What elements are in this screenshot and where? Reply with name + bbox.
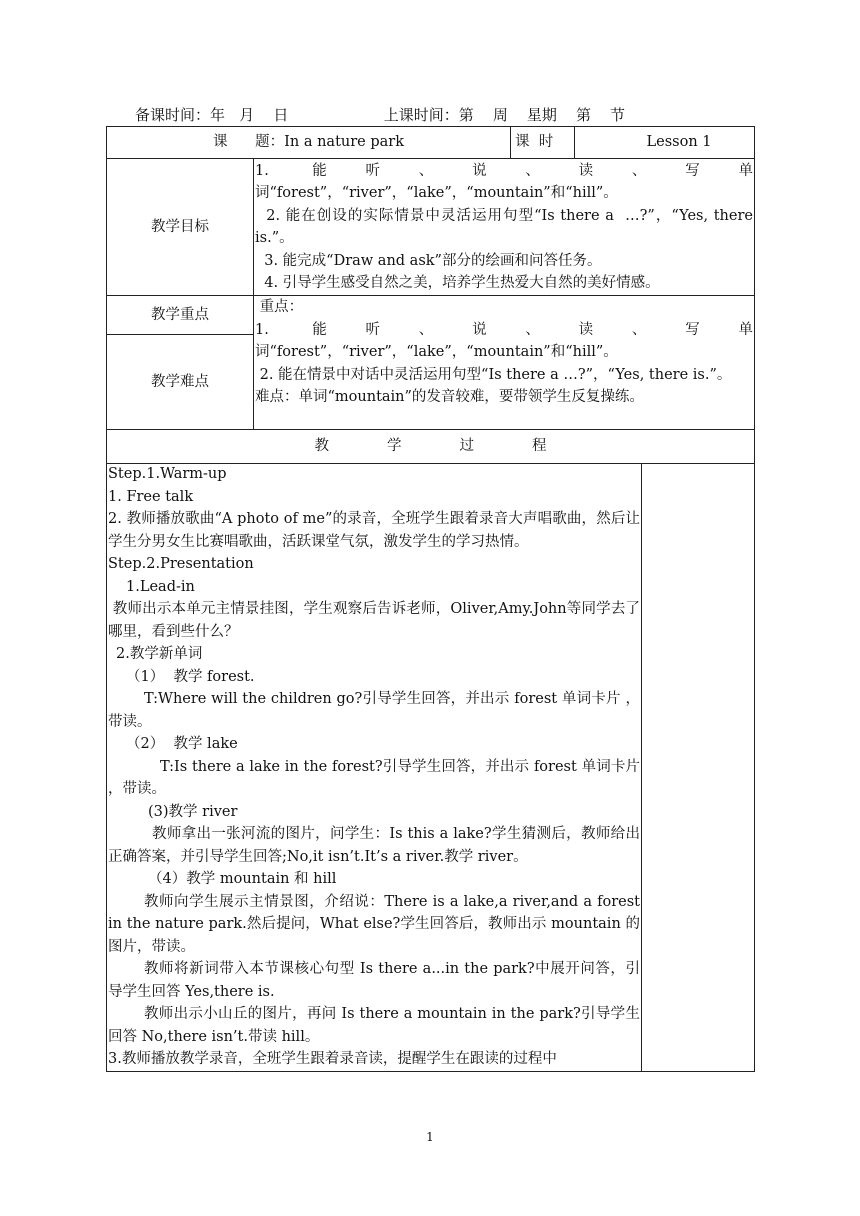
topic-cell: 课 题：In a nature park (107, 127, 511, 159)
process-header: 教学过程 (107, 430, 755, 464)
process-line: 教师出示本单元主情景挂图，学生观察后告诉老师，Oliver,Amy.John等同学去了哪里，看到些什么？ (108, 601, 641, 640)
process-line: Step.2.Presentation (108, 556, 254, 572)
process-line: 教师将新词带入本节课核心句型 Is there a...in the park?中展开问答，引导学生回答 Yes,there is. (108, 961, 640, 1000)
difficult-label: 教学难点 (107, 335, 254, 430)
process-line: 1. Free talk (108, 488, 194, 505)
key-label: 教学重点 (107, 296, 254, 335)
process-line: （4）教学 mountain 和 hill (148, 871, 337, 887)
process-table (106, 463, 755, 1072)
process-line: （1） 教学 forest. (126, 668, 255, 685)
goal-item: 3. 能完成“Draw and ask”部分的绘画和问答任务。 (255, 252, 602, 269)
goal-item: 1. 能听、说、读、写单词“forest”，“river”，“lake”，“mountain”和“hill”。 (255, 162, 753, 201)
key-item: 难点：单词“mountain”的发音较难，要带领学生反复操练。 (255, 389, 644, 405)
key-item: 2. 能在情景中对话中灵活运用句型“Is there a …?”，“Yes, there is.”。 (255, 366, 732, 383)
key-item: 1. 能听、说、读、写单词“forest”，“river”，“lake”，“mountain”和“hill”。 (255, 321, 753, 360)
process-line: 教师拿出一张河流的图片，问学生：Is this a lake?学生猜测后，教师给出正确答案，并引导学生回答;No,it isn’t.It’s a river.教学 river。 (108, 826, 640, 865)
topic-row (107, 127, 755, 159)
process-line: （2） 教学 lake (126, 736, 238, 752)
goal-item: 2. 能在创设的实际情景中灵活运用句型“Is there a …?”，“Yes, there is.”。 (255, 207, 758, 246)
process-line: Step.1.Warm-up (108, 466, 227, 482)
page-number: 1 (426, 1130, 434, 1144)
prep-time: 备课时间：年 月 日 (135, 106, 289, 124)
header-line (135, 104, 625, 125)
goals-content (254, 159, 758, 296)
lesson-plan-table (106, 126, 758, 464)
process-line: T:Is there a lake in the forest?引导学生回答，并出示 forest 单词卡片 ，带读。 (108, 758, 640, 797)
key-item: 重点： (255, 299, 304, 315)
process-line: 2. 教师播放歌曲“A photo of me”的录音，全班学生跟着录音大声唱歌曲，然后让学生分男女生比赛唱歌曲，活跃课堂气氛，激发学生的学习热情。 (108, 511, 640, 550)
goal-item: 4. 引导学生感受自然之美，培养学生热爱大自然的美好情感。 (255, 275, 660, 291)
process-line: 1.Lead-in (126, 578, 195, 595)
process-notes-column (642, 463, 755, 1071)
process-row (107, 463, 755, 1071)
goals-label: 教学目标 (107, 159, 254, 296)
process-wrapper (106, 463, 755, 1072)
process-line: 教师向学生展示主情景图，介绍说：There is a lake,a river,and a forest in the nature park.然后提问，What else?学生回答后，教师出示 mountain 的图片，带读。 (108, 893, 640, 955)
process-line: 2.教学新单词 (116, 646, 203, 662)
key-content (254, 296, 755, 430)
process-line: (3)教学 river (148, 803, 238, 820)
period-value: Lesson 1 (575, 127, 755, 159)
goals-row (107, 159, 755, 296)
process-line: T:Where will the children go?引导学生回答，并出示 forest 单词卡片 ，带读。 (108, 691, 640, 730)
process-line: 教师出示小山丘的图片，再问 Is there a mountain in the park?引导学生回答 No,there isn’t.带读 hill。 (108, 1006, 640, 1045)
process-content (107, 463, 642, 1071)
process-line: 3.教师播放教学录音，全班学生跟着录音读，提醒学生在跟读的过程中 (108, 1051, 557, 1067)
process-header-row (107, 430, 755, 464)
class-time: 上课时间：第 周 星期 第 节 (383, 106, 626, 124)
key-row (107, 296, 755, 335)
period-label: 课 时 (511, 127, 575, 159)
